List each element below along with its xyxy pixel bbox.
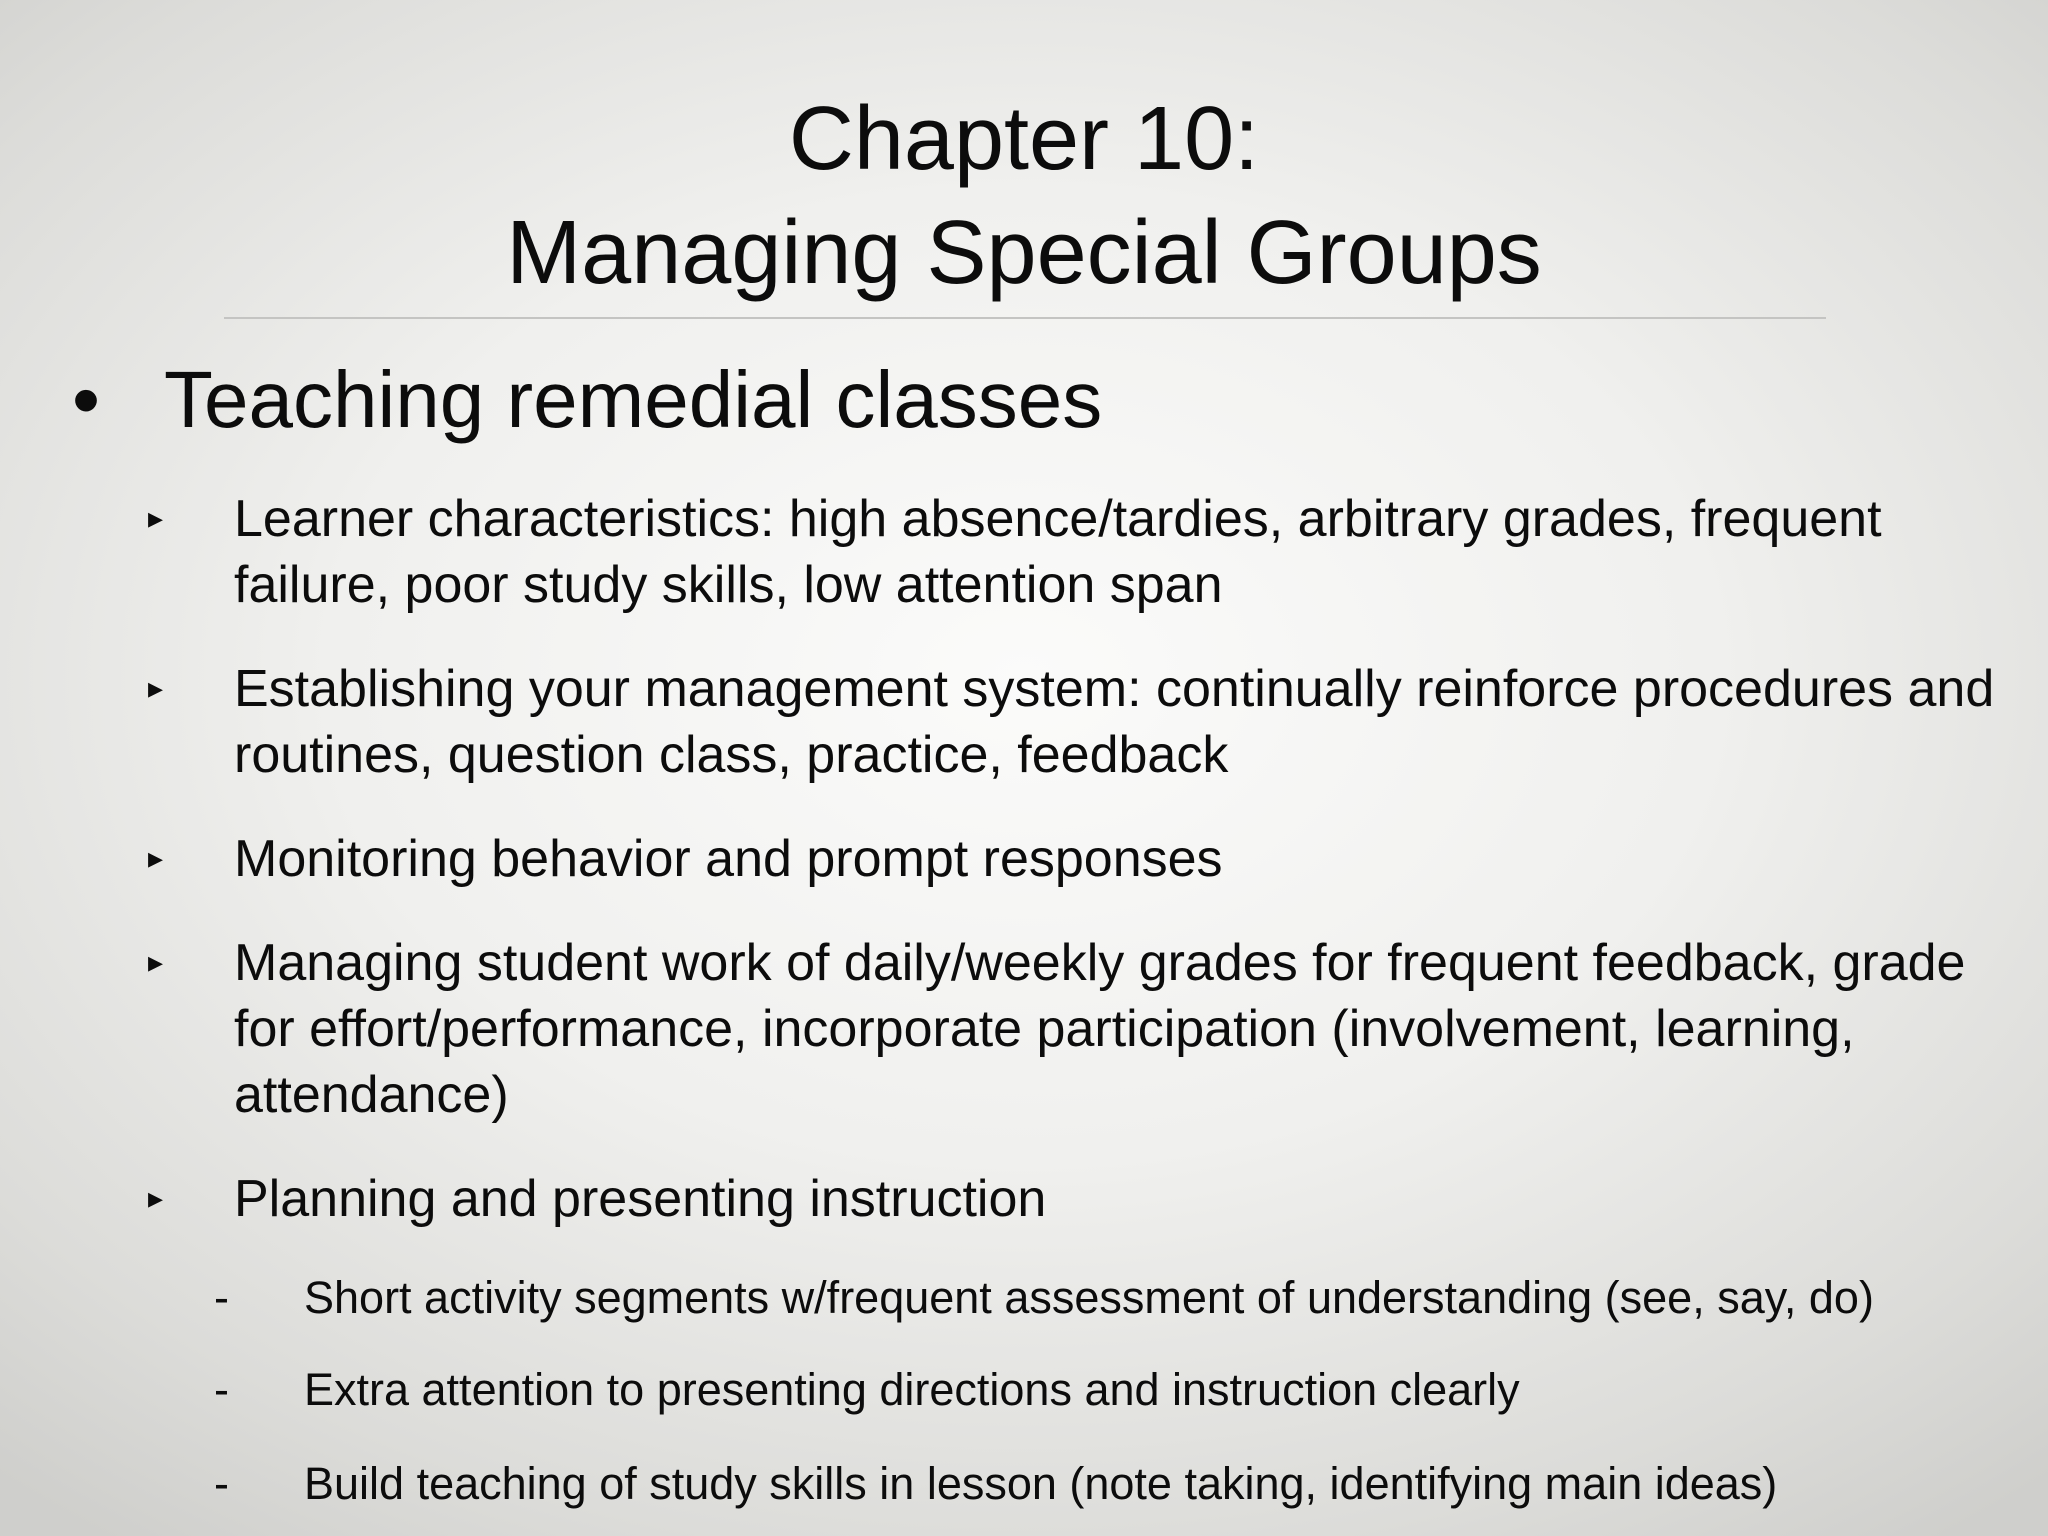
sub-bullet-text: Managing student work of daily/weekly grades for frequent feedback, grade for effort/performance, incorporate participation (involvement, learning, attendance) — [234, 934, 1966, 1124]
sub-bullet-text: Learner characteristics: high absence/tardies, arbitrary grades, frequent failure, poor study skills, low attention span — [234, 490, 1882, 614]
triangle-bullet-icon: ▸ — [148, 842, 164, 875]
title-divider — [224, 317, 1826, 319]
main-bullet-text: Teaching remedial classes — [164, 355, 1103, 444]
sub-sub-bullet-text: Build teaching of study skills in lesson (note taking, identifying main ideas) — [304, 1458, 1778, 1509]
slide-title — [0, 82, 2048, 310]
triangle-bullet-icon: ▸ — [148, 502, 164, 535]
sub-bullet-text: Monitoring behavior and prompt responses — [234, 830, 1223, 888]
sub-bullet-text: Planning and presenting instruction — [234, 1170, 1047, 1228]
sub-bullet-text: Establishing your management system: continually reinforce procedures and routines, question class, practice, feedback — [234, 660, 1995, 784]
dash-bullet-icon: - — [214, 1458, 229, 1509]
dash-bullet-icon: - — [214, 1364, 229, 1415]
triangle-bullet-icon: ▸ — [148, 946, 164, 979]
sub-sub-bullet-text: Extra attention to presenting directions and instruction clearly — [304, 1364, 1520, 1415]
bullet-dot-icon: • — [72, 355, 101, 444]
sub-sub-bullet-text: Short activity segments w/frequent assessment of understanding (see, say, do) — [304, 1272, 1874, 1323]
triangle-bullet-icon: ▸ — [148, 1182, 164, 1215]
triangle-bullet-icon: ▸ — [148, 672, 164, 705]
title-line-1: Chapter 10: — [788, 89, 1260, 189]
title-line-2: Managing Special Groups — [506, 203, 1542, 303]
dash-bullet-icon: - — [214, 1272, 229, 1323]
